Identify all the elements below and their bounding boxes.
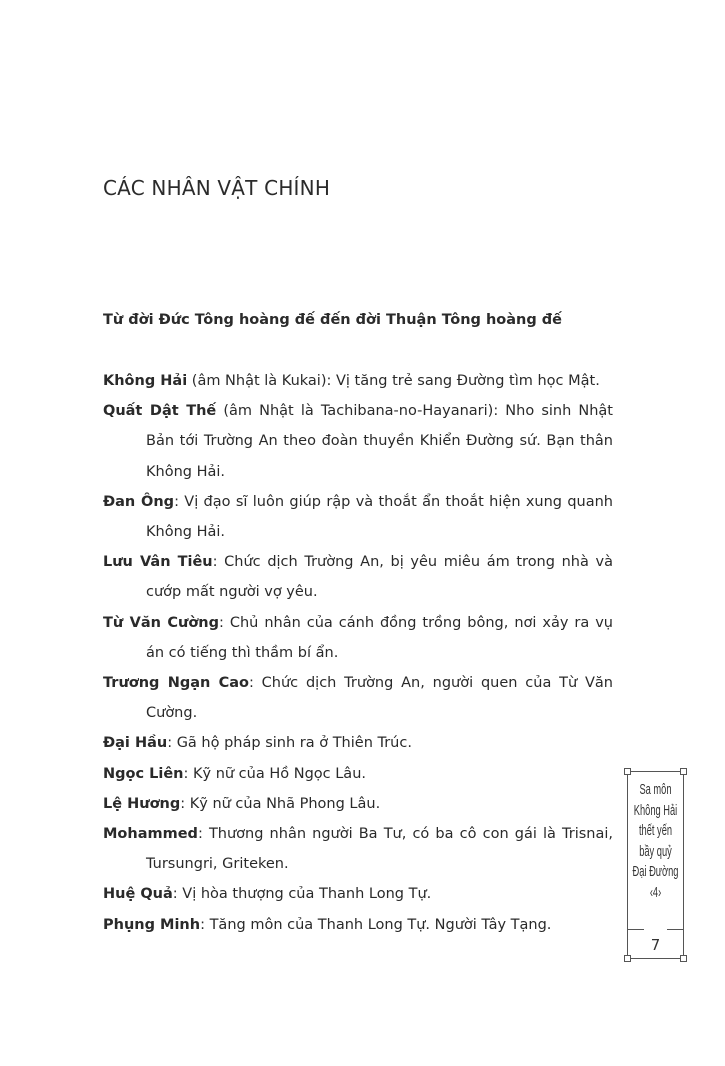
page-title: CÁC NHÂN VẬT CHÍNH	[103, 176, 331, 200]
character-entry	[103, 396, 613, 487]
character-name: Lưu Vân Tiêu	[103, 554, 213, 571]
character-desc: (âm Nhật là Kukai): Vị tăng trẻ sang Đường tìm học Mật.	[187, 373, 600, 389]
character-name: Quất Dật Thế	[103, 403, 217, 420]
divider	[667, 929, 683, 930]
book-title-line: Đại Đường	[632, 863, 679, 880]
character-name: Huệ Quả	[103, 886, 173, 903]
character-name: Lệ Hương	[103, 795, 181, 812]
character-desc: : Kỹ nữ của Hồ Ngọc Lâu.	[183, 765, 366, 782]
character-entry	[103, 668, 613, 728]
character-name: Trương Ngạn Cao	[103, 675, 249, 692]
volume-number: ‹4›	[649, 883, 662, 901]
character-name: Mohammed	[103, 826, 198, 843]
character-entry	[103, 819, 613, 879]
corner-ornament	[624, 955, 631, 962]
book-title-line: bầy quỷ	[639, 842, 672, 860]
book-title	[625, 780, 686, 903]
character-desc: : Chức dịch Trường An, người quen của Từ Văn Cường.	[146, 675, 614, 722]
character-name: Đại Hầu	[103, 735, 168, 752]
character-entry	[103, 910, 613, 940]
character-desc: : Thương nhân người Ba Tư, có ba cô con gái là Trisnai, Tursungri, Griteken.	[146, 826, 613, 873]
section-subtitle: Từ đời Đức Tông hoàng đế đến đời Thuận Tông hoàng đế	[103, 312, 562, 328]
character-entry	[103, 759, 613, 789]
character-name: Không Hải	[103, 373, 188, 389]
character-entry	[103, 547, 613, 607]
character-entry	[103, 608, 613, 668]
character-desc: : Chủ nhân của cánh đồng trồng bông, nơi xảy ra vụ án có tiếng thì thầm bí ẩn.	[146, 614, 613, 661]
character-desc: : Kỹ nữ của Nhã Phong Lâu.	[180, 795, 381, 812]
character-desc: : Chức dịch Trường An, bị yêu miêu ám trong nhà và cướp mất người vợ yêu.	[146, 554, 613, 601]
book-title-badge	[627, 771, 684, 959]
book-title-line: Không Hải	[633, 801, 678, 819]
character-desc: : Vị hòa thượng của Thanh Long Tự.	[172, 886, 432, 903]
character-entry	[103, 789, 613, 819]
character-desc: : Gã hộ pháp sinh ra ở Thiên Trúc.	[167, 735, 412, 752]
page-number: 7	[650, 936, 661, 954]
corner-ornament	[680, 768, 687, 775]
character-name: Từ Văn Cường	[103, 614, 219, 631]
book-title-line: thết yến	[638, 822, 673, 839]
character-entry	[103, 879, 613, 909]
character-list	[103, 366, 613, 940]
divider	[628, 929, 644, 930]
character-entry	[103, 728, 613, 758]
character-desc: : Vị đạo sĩ luôn giúp rập và thoắt ẩn thoắt hiện xung quanh Không Hải.	[146, 493, 613, 541]
corner-ornament	[624, 768, 631, 775]
character-name: Phụng Minh	[103, 916, 201, 933]
character-entry	[103, 487, 613, 547]
character-name: Ngọc Liên	[103, 765, 184, 782]
corner-ornament	[680, 955, 687, 962]
character-desc: : Tăng môn của Thanh Long Tự. Người Tây Tạng.	[200, 916, 552, 933]
character-entry	[103, 366, 613, 396]
character-desc: (âm Nhật là Tachibana-no-Hayanari): Nho sinh Nhật Bản tới Trường An theo đoàn thuyền Khiển Đường sứ. Bạn thân Không Hải.	[146, 403, 613, 480]
book-title-line: Sa môn	[639, 781, 672, 798]
character-name: Đan Ông	[103, 493, 175, 510]
